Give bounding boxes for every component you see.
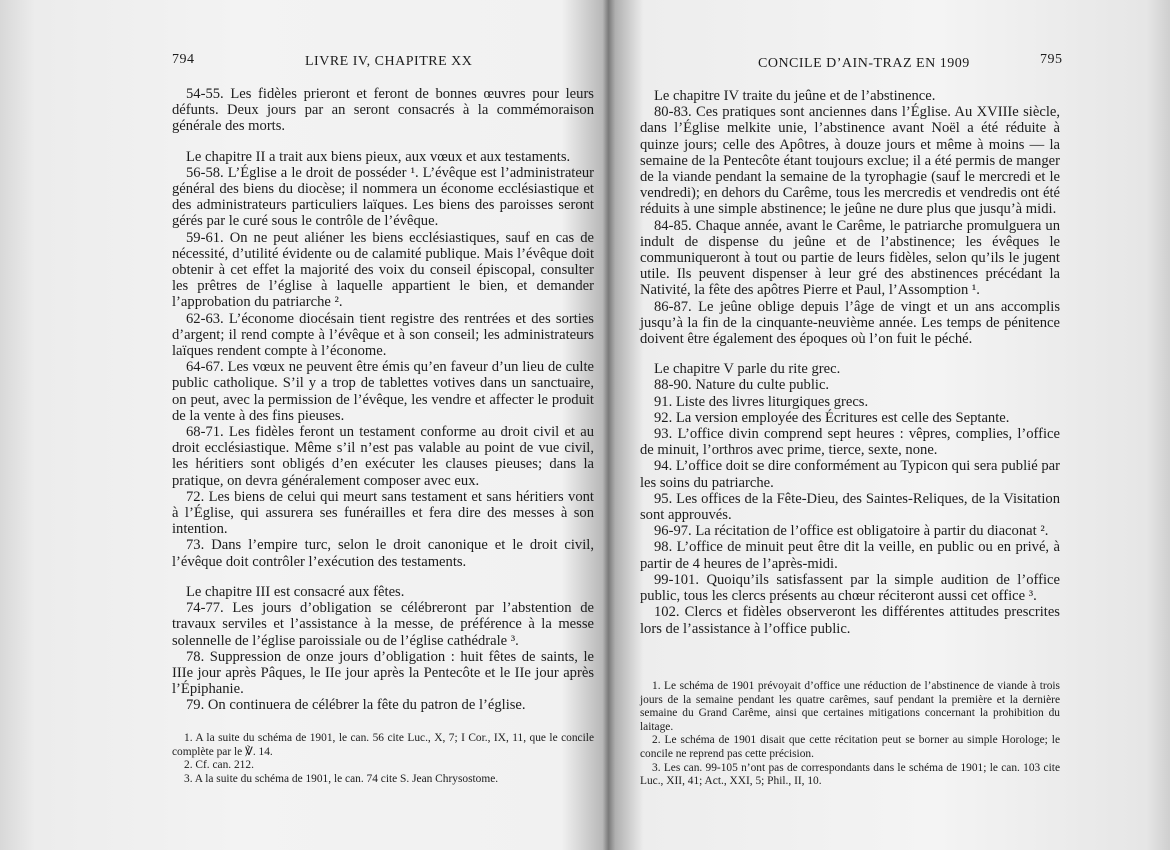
footnote: 2. Le schéma de 1901 disait que cette récitation peut se borner au simple Horologe; le concile ne reprend pas cette précision. xyxy=(640,734,1060,760)
footnote: 2. Cf. can. 212. xyxy=(184,759,254,772)
chapter-intro: Le chapitre III est consacré aux fêtes. xyxy=(186,583,405,600)
paragraph: 93. L’office divin comprend sept heures : vêpres, complies, l’office de minuit, l’orthros avec prime, tierce, sexte, none. xyxy=(640,426,1060,459)
paragraph: 80-83. Ces pratiques sont anciennes dans l’Église. Au XVIIIe siècle, dans l’Église melkite unie, l’abstinence avant Noël a été réduite à quinze jours; celle des Apôtres, à douze jours et même à moins — la semaine de la Pentecôte étant toujours exclue; il a été permis de manger de la viande pendant la semaine de la tyrophagie (sauf le mercredi et le vendredi); en dehors du Carême, tous les mercredis et vendredis ont été réduits à une simple abstinence; le jeûne ne dure plus que jusqu’à midi. xyxy=(640,104,1060,218)
footnote: 3. A la suite du schéma de 1901, le can. 74 cite S. Jean Chrysostome. xyxy=(184,772,499,785)
paragraph: 91. Liste des livres liturgiques grecs. xyxy=(654,393,869,410)
paragraph: 94. L’office doit se dire conformément au Typicon qui sera publié par les soins du patriarche. xyxy=(640,458,1060,491)
paragraph: 92. La version employée des Écritures est celle des Septante. xyxy=(654,409,1010,426)
paragraph: 79. On continuera de célébrer la fête du patron de l’église. xyxy=(186,697,526,714)
paragraph: 68-71. Les fidèles feront un testament conforme au droit civil et au droit ecclésiastique. Même s’il n’est pas valable au point de vue civil, les héritiers sont obligés d’en exécuter les clauses pieuses; dans la pratique, on devra généralement composer avec eux. xyxy=(172,424,594,489)
chapter-intro: Le chapitre V parle du rite grec. xyxy=(654,361,841,378)
paragraph: 95. Les offices de la Fête-Dieu, des Saintes-Reliques, de la Visitation sont approuvés. xyxy=(640,490,1060,524)
footnote: 3. Les can. 99-105 n’ont pas de correspondants dans le schéma de 1901; le can. 103 cite Luc., XII, 41; Act., XXI, 5; Phil., II, 10. xyxy=(640,761,1060,788)
left-body xyxy=(172,86,594,714)
paragraph: 64-67. Les vœux ne peuvent être émis qu’en faveur d’un lieu de culte public catholique. S’il y a trop de tablettes votives dans un sanctuaire, on peut, avec la permission de l’évêque, les vendre et affecter le produit de la vente à des fins pieuses. xyxy=(172,359,594,424)
paragraph: 74-77. Les jours d’obligation se célébreront par l’abstention de travaux serviles et l’assistance à la messe, de préférence à la messe solennelle de l’église paroissiale ou de l’église cathédrale ³. xyxy=(172,600,594,649)
paragraph: 96-97. La récitation de l’office est obligatoire à partir du diaconat ². xyxy=(654,523,1049,540)
footnote: 1. Le schéma de 1901 prévoyait d’office une réduction de l’abstinence de viande à trois jours de la semaine pendant les quatre carêmes, sauf pendant la première et la dernière semaine du Grand Carême, ainsi que certaines mitigations concernant la prohibition du laitage. xyxy=(640,680,1060,733)
paragraph: 84-85. Chaque année, avant le Carême, le patriarche promulguera un indult de dispense du jeûne et de l’abstinence; les évêques le communiqueront à tout ou partie de leurs fidèles, selon qu’ils le jugent utile. Ils peuvent dispenser à leur gré des abstinences précédant la Nativité, la fête des apôtres Pierre et Paul, l’Assomption ¹. xyxy=(640,217,1060,299)
paragraph: 62-63. L’économe diocésain tient registre des rentrées et des sorties d’argent; il rend compte à l’évêque et à son conseil; les administrateurs laïques rendent compte à l’économe. xyxy=(172,310,594,360)
paragraph: 59-61. On ne peut aliéner les biens ecclésiastiques, sauf en cas de nécessité, d’utilité évidente ou de calamité publique. Mais l’évêque doit obtenir à cet effet la majorité des voix du conseil épiscopal, consulter les prêtres de l’église à laquelle appartient le bien, et demander l’approbation du patriarche ². xyxy=(172,229,594,311)
running-head: CONCILE D’AIN-TRAZ EN 1909 xyxy=(758,56,970,71)
paragraph: 56-58. L’Église a le droit de posséder ¹. L’évêque est l’administrateur général des biens du diocèse; il nommera un économe ecclésiastique et des administrateurs particuliers laïques. Les biens des paroisses seront gérés par le curé sous le contrôle de l’évêque. xyxy=(172,164,594,230)
left-footnotes xyxy=(172,732,594,786)
paragraph: 73. Dans l’empire turc, selon le droit canonique et le droit civil, l’évêque doit contrôler l’exécution des testaments. xyxy=(172,537,594,570)
right-footnotes xyxy=(640,680,1060,789)
page-number: 794 xyxy=(172,52,195,67)
right-page xyxy=(614,0,1170,850)
right-body xyxy=(640,88,1060,637)
paragraph: 72. Les biens de celui qui meurt sans testament et sans héritiers vont à l’Église, qui assurera ses funérailles et fera dire des messes à son intention. xyxy=(172,488,594,538)
paragraph: 78. Suppression de onze jours d’obligation : huit fêtes de saints, le IIIe jour après Pâques, le IIe jour après la Pentecôte et le IIe jour après l’Épiphanie. xyxy=(172,648,594,698)
page-number: 795 xyxy=(1040,52,1063,67)
chapter-intro: Le chapitre II a trait aux biens pieux, aux vœux et aux testaments. xyxy=(186,148,571,165)
chapter-intro: Le chapitre IV traite du jeûne et de l’abstinence. xyxy=(654,88,936,104)
paragraph: 54-55. Les fidèles prieront et feront de bonnes œuvres pour leurs défunts. Deux jours par an seront consacrés à la commémoraison générale des morts. xyxy=(172,86,594,135)
paragraph: 86-87. Le jeûne oblige depuis l’âge de vingt et un ans accomplis jusqu’à la fin de la cinquante-neuvième année. Les temps de pénitence doivent être également des époques où l’on fuit le péché. xyxy=(640,298,1060,348)
running-head: LIVRE IV, CHAPITRE XX xyxy=(305,54,473,69)
footnote: 1. A la suite du schéma de 1901, le can. 56 cite Luc., X, 7; I Cor., IX, 11, que le concile complète par le ℣. 14. xyxy=(172,732,594,758)
paragraph: 98. L’office de minuit peut être dit la veille, en public ou en privé, à partir de 4 heures de l’après-midi. xyxy=(640,539,1060,572)
paragraph: 88-90. Nature du culte public. xyxy=(654,377,830,394)
paragraph: 102. Clercs et fidèles observeront les différentes attitudes prescrites lors de l’assistance à l’office public. xyxy=(640,604,1060,637)
paragraph: 99-101. Quoiqu’ils satisfassent par la simple audition de l’office public, tous les clercs présents au chœur réciteront aussi cet office ³. xyxy=(640,571,1060,605)
